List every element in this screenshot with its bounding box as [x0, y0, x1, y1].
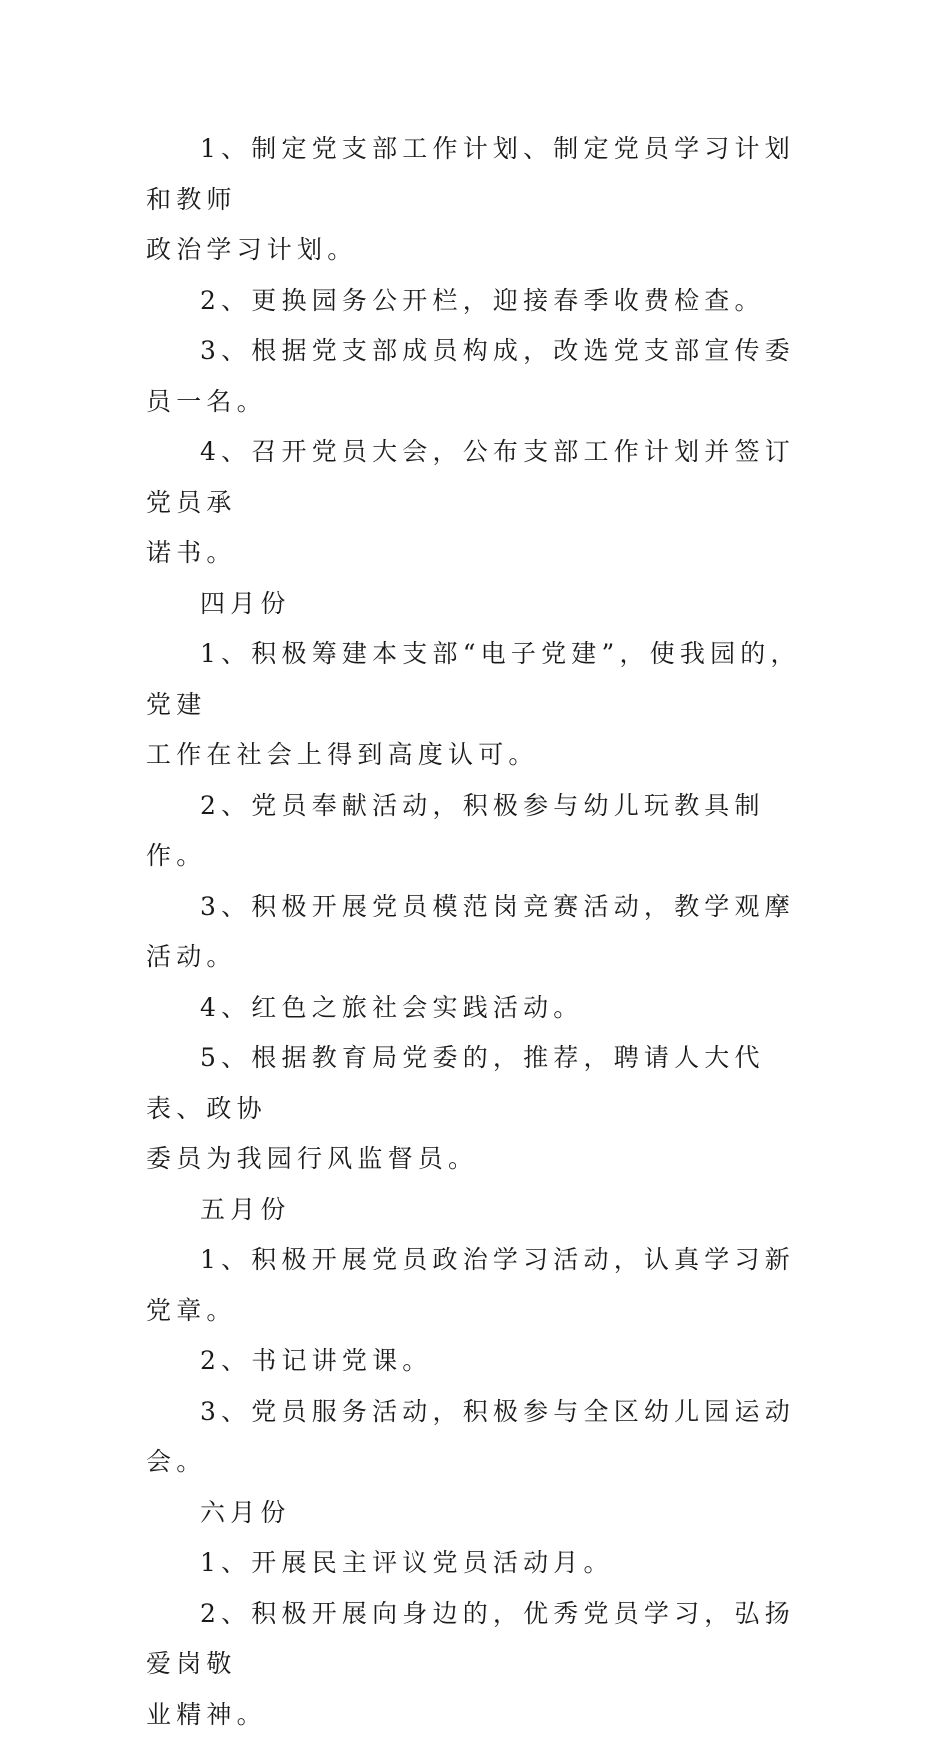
text-line: 2、党员奉献活动，积极参与幼儿玩教具制作。: [146, 781, 806, 882]
paragraph-march-item-4: [146, 427, 806, 579]
paragraph-june-item-1: [146, 1538, 806, 1589]
text-line: 工作在社会上得到高度认可。: [146, 730, 806, 781]
text-line: 3、根据党支部成员构成，改选党支部宣传委员一名。: [146, 326, 806, 427]
paragraph-march-item-3: [146, 326, 806, 427]
text-line: 四月份: [146, 579, 806, 630]
paragraph-june-item-2: [146, 1589, 806, 1740]
paragraph-april-item-4: [146, 983, 806, 1034]
text-line: 五月份: [146, 1185, 806, 1236]
text-line: 2、积极开展向身边的，优秀党员学习，弘扬爱岗敬: [146, 1589, 806, 1690]
paragraph-april-item-3: [146, 882, 806, 983]
text-line: 业精神。: [146, 1690, 806, 1740]
text-line: 1、积极筹建本支部“电子党建”，使我园的，党建: [146, 629, 806, 730]
text-line: 政治学习计划。: [146, 225, 806, 276]
text-line: 1、制定党支部工作计划、制定党员学习计划和教师: [146, 124, 806, 225]
text-line: 1、积极开展党员政治学习活动，认真学习新党章。: [146, 1235, 806, 1336]
text-line: 3、积极开展党员模范岗竞赛活动，教学观摩活动。: [146, 882, 806, 983]
text-line: 1、开展民主评议党员活动月。: [146, 1538, 806, 1589]
paragraph-april-item-5: [146, 1033, 806, 1185]
text-line: 2、更换园务公开栏，迎接春季收费检查。: [146, 276, 806, 327]
section-heading-june: [146, 1488, 806, 1539]
paragraph-march-item-2: [146, 276, 806, 327]
text-line: 3、党员服务活动，积极参与全区幼儿园运动会。: [146, 1387, 806, 1488]
text-line: 六月份: [146, 1488, 806, 1539]
section-heading-may: [146, 1185, 806, 1236]
paragraph-may-item-3: [146, 1387, 806, 1488]
text-line: 4、红色之旅社会实践活动。: [146, 983, 806, 1034]
paragraph-april-item-2: [146, 781, 806, 882]
paragraph-may-item-1: [146, 1235, 806, 1336]
paragraph-april-item-1: [146, 629, 806, 781]
paragraph-march-item-1: [146, 124, 806, 276]
text-line: 委员为我园行风监督员。: [146, 1134, 806, 1185]
text-line: 诺书。: [146, 528, 806, 579]
document-body: [146, 124, 806, 1740]
text-line: 4、召开党员大会，公布支部工作计划并签订党员承: [146, 427, 806, 528]
section-heading-april: [146, 579, 806, 630]
text-line: 2、书记讲党课。: [146, 1336, 806, 1387]
text-line: 5、根据教育局党委的，推荐，聘请人大代表、政协: [146, 1033, 806, 1134]
